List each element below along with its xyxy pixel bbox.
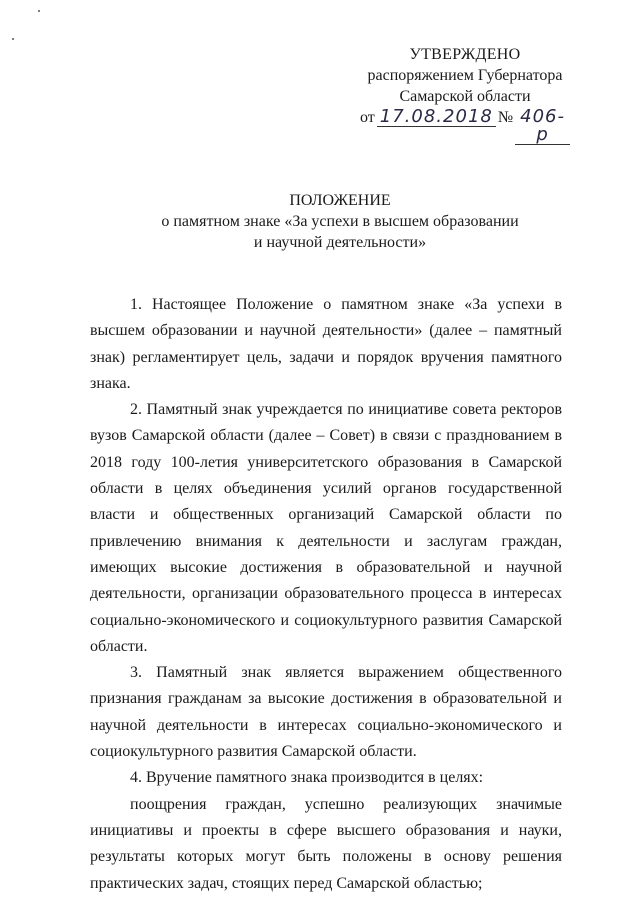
paragraph-1: 1. Настоящее Положение о памятном знаке «За успехи в высшем образовании и научной деятельности» (далее – памятный знак) регламентирует цель, задачи и порядок вручения памятного знака.: [90, 296, 562, 392]
number-sign: №: [497, 109, 514, 126]
approval-block: [360, 44, 570, 145]
title-line-2: и научной деятельности»: [253, 234, 427, 251]
decree-line: [360, 107, 570, 145]
paragraph-4: 4. Вручение памятного знака производится в целях:: [130, 769, 484, 787]
approval-authority: распоряжением Губернатора: [367, 67, 563, 84]
title-heading: ПОЛОЖЕНИЕ: [289, 192, 391, 209]
approval-region: Самарской области: [399, 88, 531, 105]
decree-number: 406-р: [515, 108, 570, 145]
paragraph-3: 3. Памятный знак является выражением общественного признания гражданам за высокие достижения в образовательной и научной деятельности в интересах социально-экономического и социокультурного развития Самарской области.: [90, 664, 562, 761]
document-title: [90, 190, 590, 253]
scan-speck: [38, 10, 40, 12]
date-prefix: от: [360, 109, 375, 126]
decree-date: 17.08.2018: [377, 108, 496, 127]
approval-stamp: УТВЕРЖДЕНО: [409, 46, 521, 63]
scan-speck: [12, 38, 14, 40]
paragraph-5: поощрения граждан, успешно реализующих значимые инициативы и проекты в сфере высшего образования и науки, результаты которых могут быть положены в основу решения практических задач, стоящих перед Самарской областью;: [90, 795, 562, 892]
title-line-1: о памятном знаке «За успехи в высшем образовании: [161, 213, 519, 230]
paragraph-2: 2. Памятный знак учреждается по инициативе совета ректоров вузов Самарской области (далее – Совет) в связи с празднованием в 2018 году 100-летия университетского образования в Самарской области в целях объединения усилий органов государственной власти и общественных организаций Самарской области по привлечению внимания к деятельности и заслугам граждан, имеющих высокие достижения в образовательной и научной деятельности, организации образовательного процесса в интересах социально-экономического и социокультурного развития Самарской области.: [90, 401, 562, 655]
document-body: [90, 292, 562, 897]
